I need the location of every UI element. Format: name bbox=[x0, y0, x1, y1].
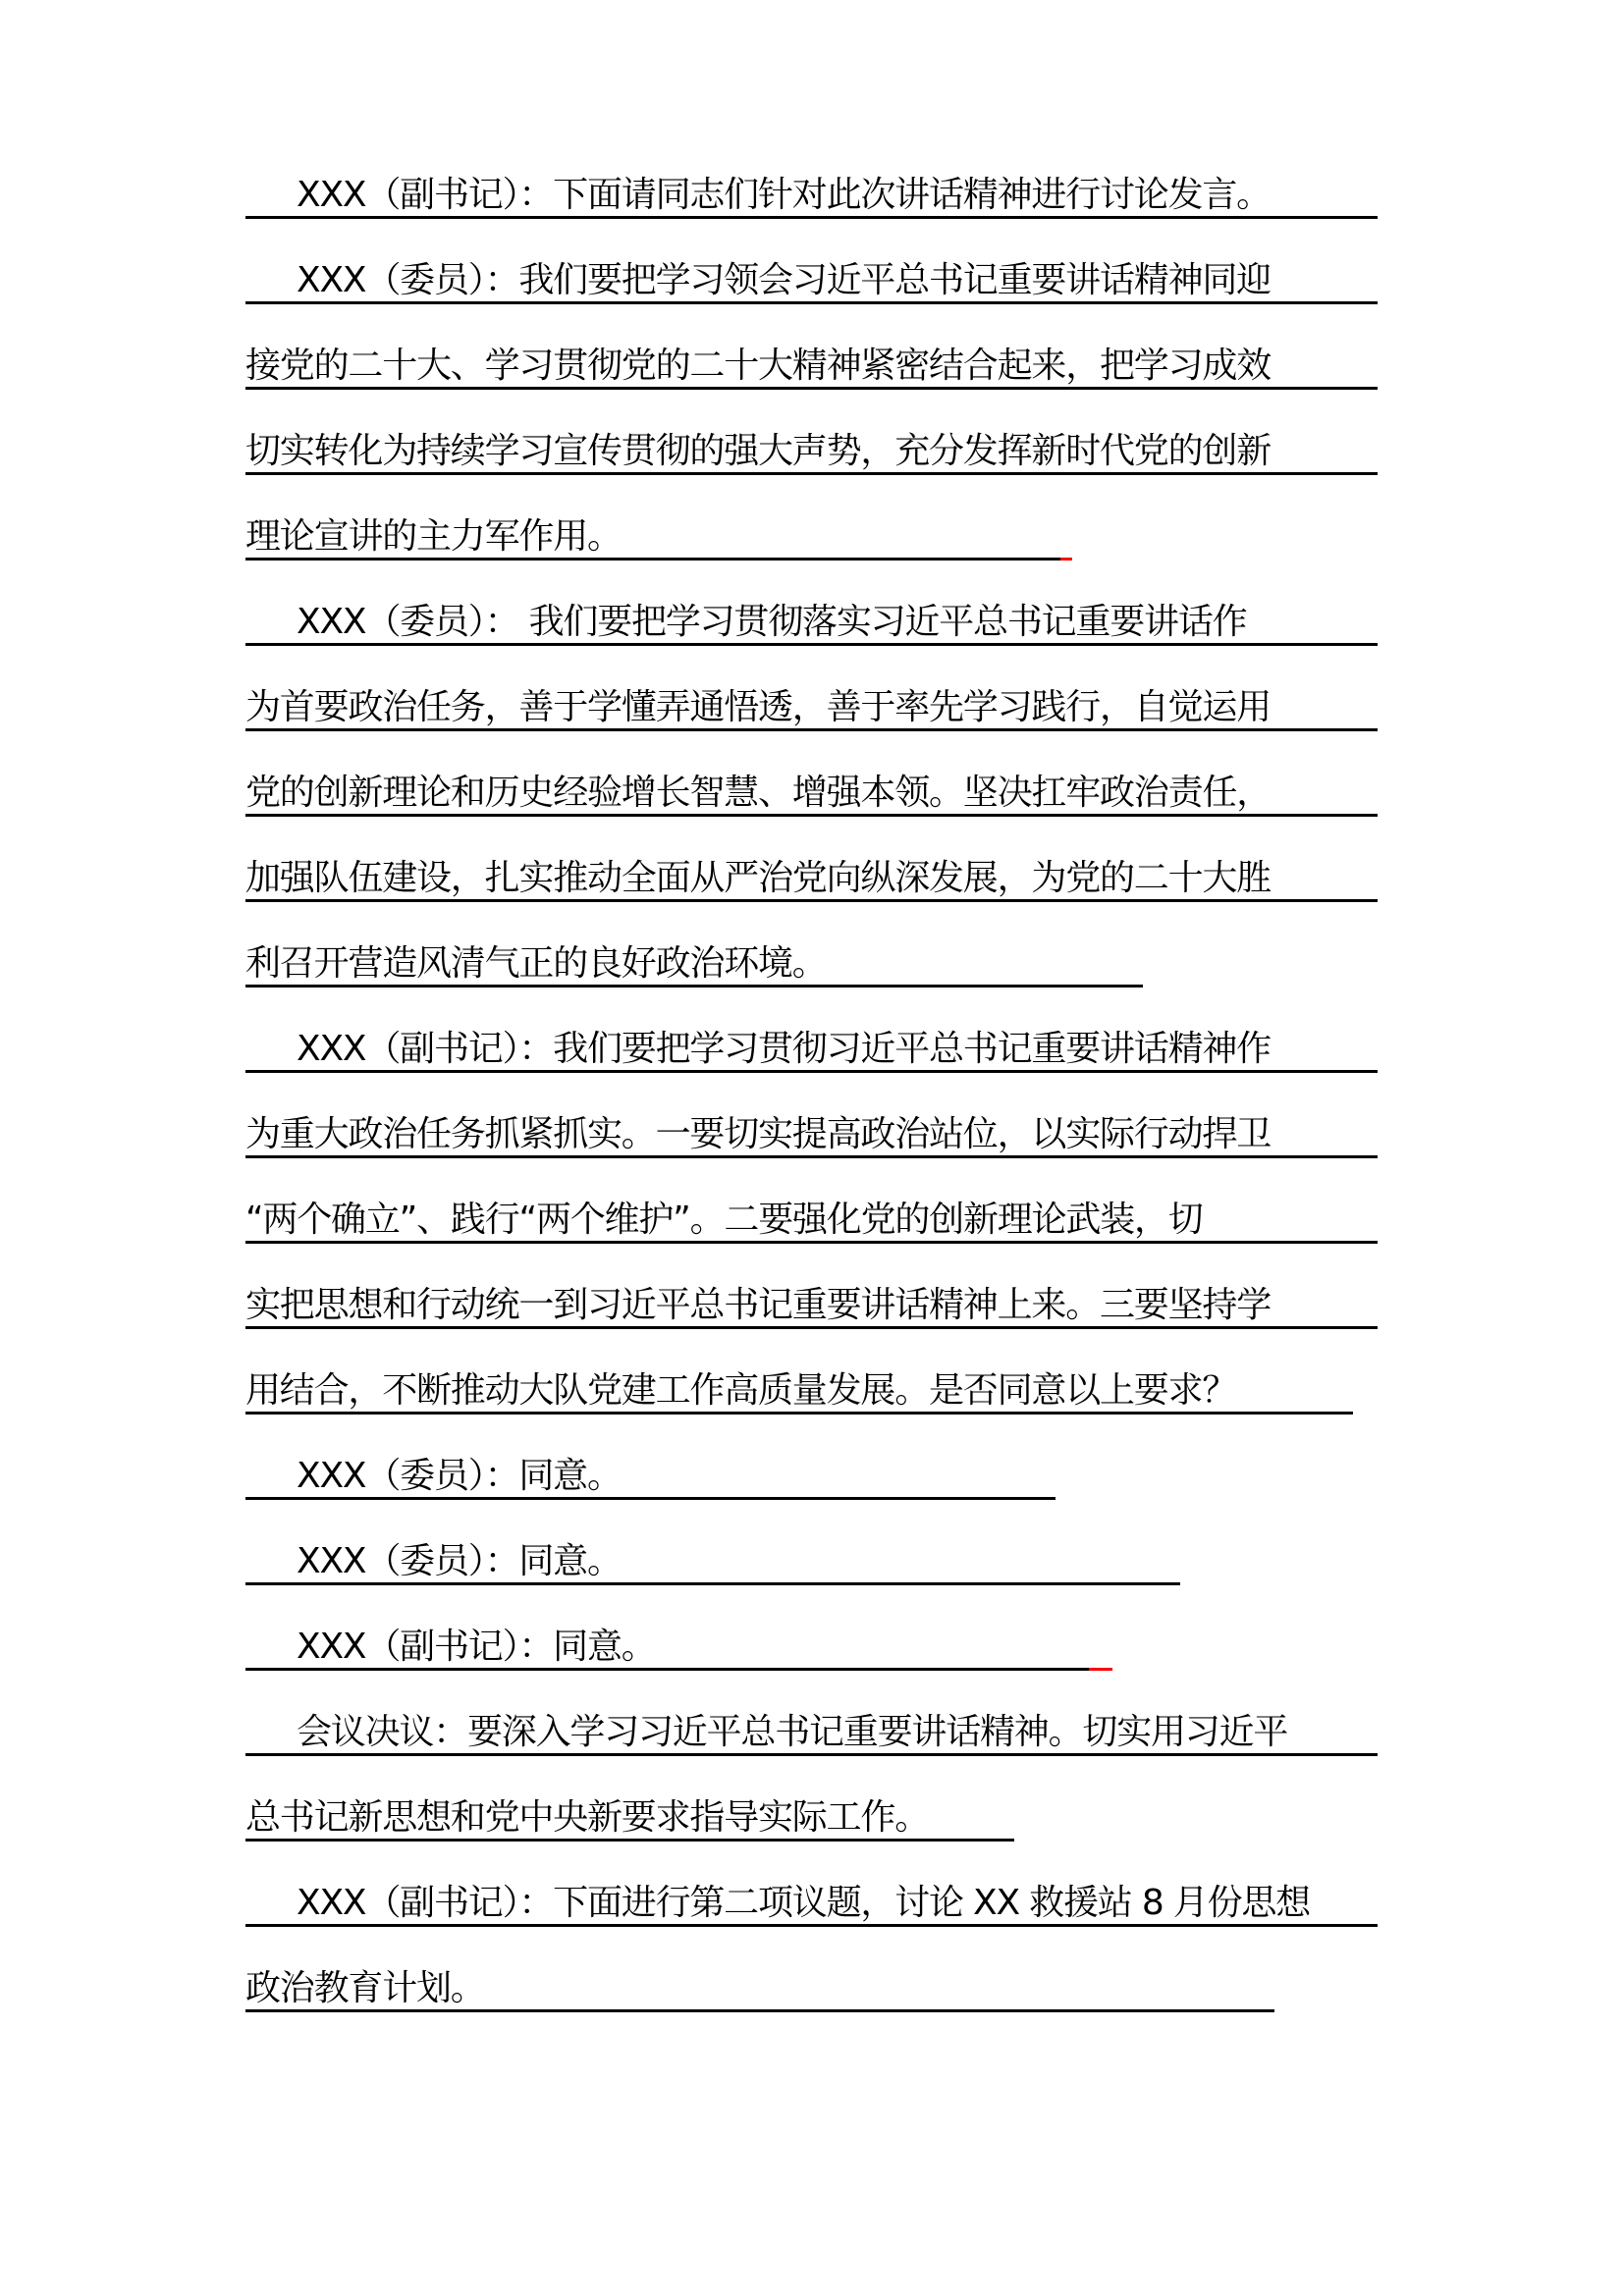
paragraph-p8 bbox=[245, 1682, 1379, 1853]
line-text: 接党的二十大、学习贯彻党的二十大精神紧密结合起来，把学习成效 bbox=[245, 346, 1272, 386]
line-text: 政治教育计划。 bbox=[245, 1968, 485, 2008]
underline bbox=[245, 558, 1060, 561]
paragraph-p2 bbox=[245, 231, 1379, 572]
paragraph-p1 bbox=[245, 145, 1379, 231]
text-line bbox=[245, 1768, 1379, 1853]
underline bbox=[245, 216, 1378, 219]
underline bbox=[245, 1924, 1378, 1927]
line-text: 总书记新思想和党中央新要求指导实际工作。 bbox=[245, 1797, 930, 1838]
underline bbox=[245, 1326, 1378, 1329]
underline bbox=[245, 728, 1378, 731]
text-line bbox=[245, 1512, 1379, 1597]
text-line bbox=[245, 743, 1379, 828]
line-text: 实把思想和行动统一到习近平总书记重要讲话精神上来。三要坚持学 bbox=[245, 1285, 1272, 1325]
line-text: XXX（副书记）：下面请同志们针对此次讲话精神进行讨论发言。 bbox=[297, 175, 1271, 215]
line-text: 理论宣讲的主力军作用。 bbox=[245, 516, 622, 557]
line-text: 党的创新理论和历史经验增长智慧、增强本领。坚决扛牢政治责任， bbox=[245, 773, 1272, 813]
underline bbox=[245, 1412, 1353, 1415]
line-text: XXX（委员）：同意。 bbox=[297, 1456, 622, 1496]
text-line bbox=[245, 1255, 1379, 1341]
line-text: 用结合，不断推动大队党建工作高质量发展。是否同意以上要求？ bbox=[245, 1370, 1237, 1411]
line-text: 为重大政治任务抓紧抓实。一要切实提高政治站位，以实际行动捍卫 bbox=[245, 1114, 1272, 1154]
text-line bbox=[245, 401, 1379, 487]
underline bbox=[245, 472, 1378, 475]
paragraph-p6 bbox=[245, 1512, 1379, 1597]
underline bbox=[245, 643, 1378, 646]
line-text: “两个确立”、践行“两个维护”。二要强化党的创新理论武装，切 bbox=[245, 1200, 1203, 1240]
underline bbox=[245, 1839, 1014, 1842]
paragraph-p7 bbox=[245, 1597, 1379, 1682]
underline bbox=[245, 301, 1378, 304]
line-text: XXX（委员）：我们要把学习领会习近平总书记重要讲话精神同迎 bbox=[297, 260, 1271, 300]
line-text: XXX（副书记）：我们要把学习贯彻习近平总书记重要讲话精神作 bbox=[297, 1029, 1271, 1069]
paragraph-p5 bbox=[245, 1426, 1379, 1512]
line-text: 会议决议：要深入学习习近平总书记重要讲话精神。切实用习近平 bbox=[297, 1712, 1288, 1752]
text-line bbox=[245, 1939, 1379, 2024]
text-line bbox=[245, 572, 1379, 658]
underline bbox=[245, 387, 1378, 390]
text-line bbox=[245, 487, 1379, 572]
line-text: XXX（副书记）：同意。 bbox=[297, 1627, 656, 1667]
line-text: 切实转化为持续学习宣传贯彻的强大声势，充分发挥新时代党的创新 bbox=[245, 431, 1272, 471]
text-line bbox=[245, 231, 1379, 316]
line-text: XXX（委员）：同意。 bbox=[297, 1541, 622, 1581]
text-line bbox=[245, 1682, 1379, 1768]
underline bbox=[245, 899, 1378, 902]
underline bbox=[245, 1241, 1378, 1244]
text-line bbox=[245, 145, 1379, 231]
text-line bbox=[245, 828, 1379, 914]
line-text: XXX（副书记）：下面进行第二项议题，讨论 XX 救援站 8 月份思想 bbox=[297, 1883, 1310, 1923]
text-line bbox=[245, 999, 1379, 1085]
line-text: 利召开营造风清气正的良好政治环境。 bbox=[245, 943, 827, 984]
underline bbox=[245, 1155, 1378, 1158]
line-text: 为首要政治任务，善于学懂弄通悟透，善于率先学习践行，自觉运用 bbox=[245, 687, 1272, 727]
underline bbox=[245, 814, 1378, 817]
line-text: XXX（委员）： 我们要把学习贯彻落实习近平总书记重要讲话作 bbox=[297, 602, 1247, 642]
text-line bbox=[245, 1597, 1379, 1682]
underline bbox=[245, 1070, 1378, 1073]
text-line bbox=[245, 1170, 1379, 1255]
text-line bbox=[245, 1341, 1379, 1426]
paragraph-p3 bbox=[245, 572, 1379, 999]
text-line bbox=[245, 658, 1379, 743]
underline bbox=[245, 985, 1143, 988]
underline bbox=[245, 1668, 1089, 1671]
text-line bbox=[245, 1853, 1379, 1939]
revision-mark bbox=[1060, 558, 1072, 561]
text-line bbox=[245, 316, 1379, 401]
text-line bbox=[245, 1085, 1379, 1170]
text-line bbox=[245, 1426, 1379, 1512]
text-line bbox=[245, 914, 1379, 999]
underline bbox=[245, 1753, 1378, 1756]
underline bbox=[245, 1582, 1180, 1585]
paragraph-p4 bbox=[245, 999, 1379, 1426]
line-text: 加强队伍建设，扎实推动全面从严治党向纵深发展，为党的二十大胜 bbox=[245, 858, 1272, 898]
revision-mark bbox=[1089, 1668, 1112, 1671]
underline bbox=[245, 1497, 1056, 1500]
underline bbox=[245, 2009, 1274, 2012]
paragraph-p9 bbox=[245, 1853, 1379, 2024]
